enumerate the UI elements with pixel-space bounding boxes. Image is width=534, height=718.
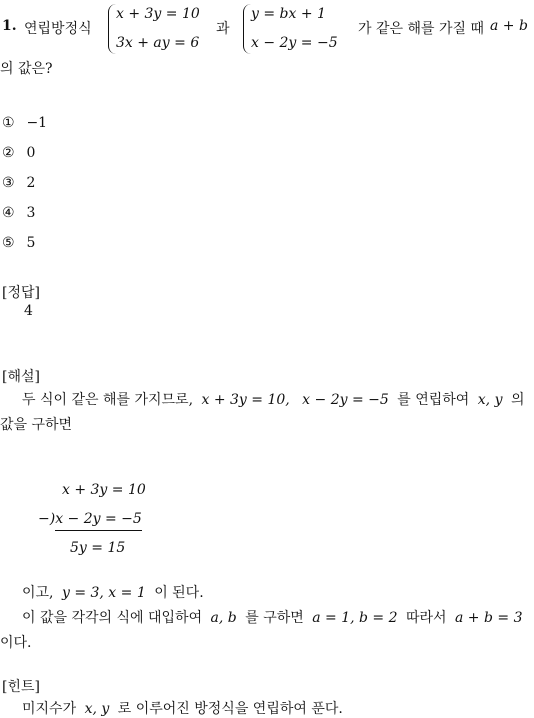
problem-tail: 가 같은 해를 가질 때 — [358, 21, 484, 37]
hint-heading: [힌트] — [2, 679, 40, 695]
result-text-b: 이 된다. — [154, 585, 204, 601]
answer-value: 4 — [24, 303, 33, 319]
system2-eq2: x − 2y = −5 — [251, 35, 338, 51]
sub-text-a: 이 값을 각각의 식에 대입하여 — [22, 610, 203, 626]
solution-line1-vars: x, y — [477, 392, 503, 408]
system1-eq1: x + 3y = 10 — [116, 6, 200, 22]
problem-line2: 의 값은? — [0, 61, 53, 77]
sub-text-b: 를 구하면 — [245, 610, 304, 626]
choice-value: 3 — [26, 205, 36, 221]
problem-number: 1. — [2, 18, 17, 34]
choice-marker: ② — [2, 145, 15, 161]
sub-vars: a, b — [210, 610, 237, 626]
calc-row-3: 5y = 15 — [70, 540, 126, 556]
solution-last-line: 이다. — [0, 635, 32, 651]
choice-marker: ⑤ — [2, 235, 15, 251]
calc-row-1: x + 3y = 10 — [62, 482, 146, 498]
system2-eq1: y = bx + 1 — [251, 6, 326, 22]
calc-rule — [55, 530, 142, 531]
solution-result — [22, 582, 204, 602]
sub-values: a = 1, b = 2 — [312, 610, 398, 626]
result-text-a: 이고, — [22, 585, 54, 601]
choice-3[interactable] — [2, 175, 35, 191]
hint-text-a: 미지수가 — [22, 701, 77, 717]
solution-line1-text-b: 를 연립하여 — [397, 392, 470, 408]
choice-marker: ④ — [2, 205, 15, 221]
problem-connector: 과 — [216, 21, 230, 37]
sub-text-c: 따라서 — [405, 610, 447, 626]
calc-row-2: −)x − 2y = −5 — [38, 511, 142, 527]
choice-1[interactable] — [2, 115, 47, 131]
hint-text-b: 로 이루어진 방정식을 연립하여 푼다. — [117, 701, 343, 717]
solution-line1-text-a: 두 식이 같은 해를 가지므로, — [22, 392, 194, 408]
choice-marker: ③ — [2, 175, 15, 191]
result-values: y = 3, x = 1 — [61, 585, 146, 601]
choice-value: 0 — [26, 145, 36, 161]
sub-final: a + b = 3 — [455, 610, 523, 626]
choice-value: 2 — [26, 175, 36, 191]
solution-line1-eq1: x + 3y = 10, — [201, 392, 290, 408]
choice-4[interactable] — [2, 205, 35, 221]
solution-line1-eq2: x − 2y = −5 — [302, 392, 389, 408]
hint-vars: x, y — [84, 701, 110, 717]
problem-target: a + b — [490, 18, 528, 34]
solution-line1-text-c: 의 — [510, 392, 525, 408]
solution-line2: 값을 구하면 — [0, 417, 73, 433]
choice-5[interactable] — [2, 235, 35, 251]
answer-heading: [정답] — [2, 285, 40, 301]
system1-eq2: 3x + ay = 6 — [116, 35, 200, 51]
hint-text — [22, 698, 343, 718]
solution-substitution — [22, 607, 522, 627]
solution-heading: [해설] — [2, 369, 40, 385]
problem-intro: 연립방정식 — [24, 21, 92, 37]
choice-value: −1 — [26, 115, 48, 131]
choice-value: 5 — [26, 235, 36, 251]
choice-2[interactable] — [2, 145, 35, 161]
choice-marker: ① — [2, 115, 15, 131]
solution-line1 — [22, 389, 524, 409]
